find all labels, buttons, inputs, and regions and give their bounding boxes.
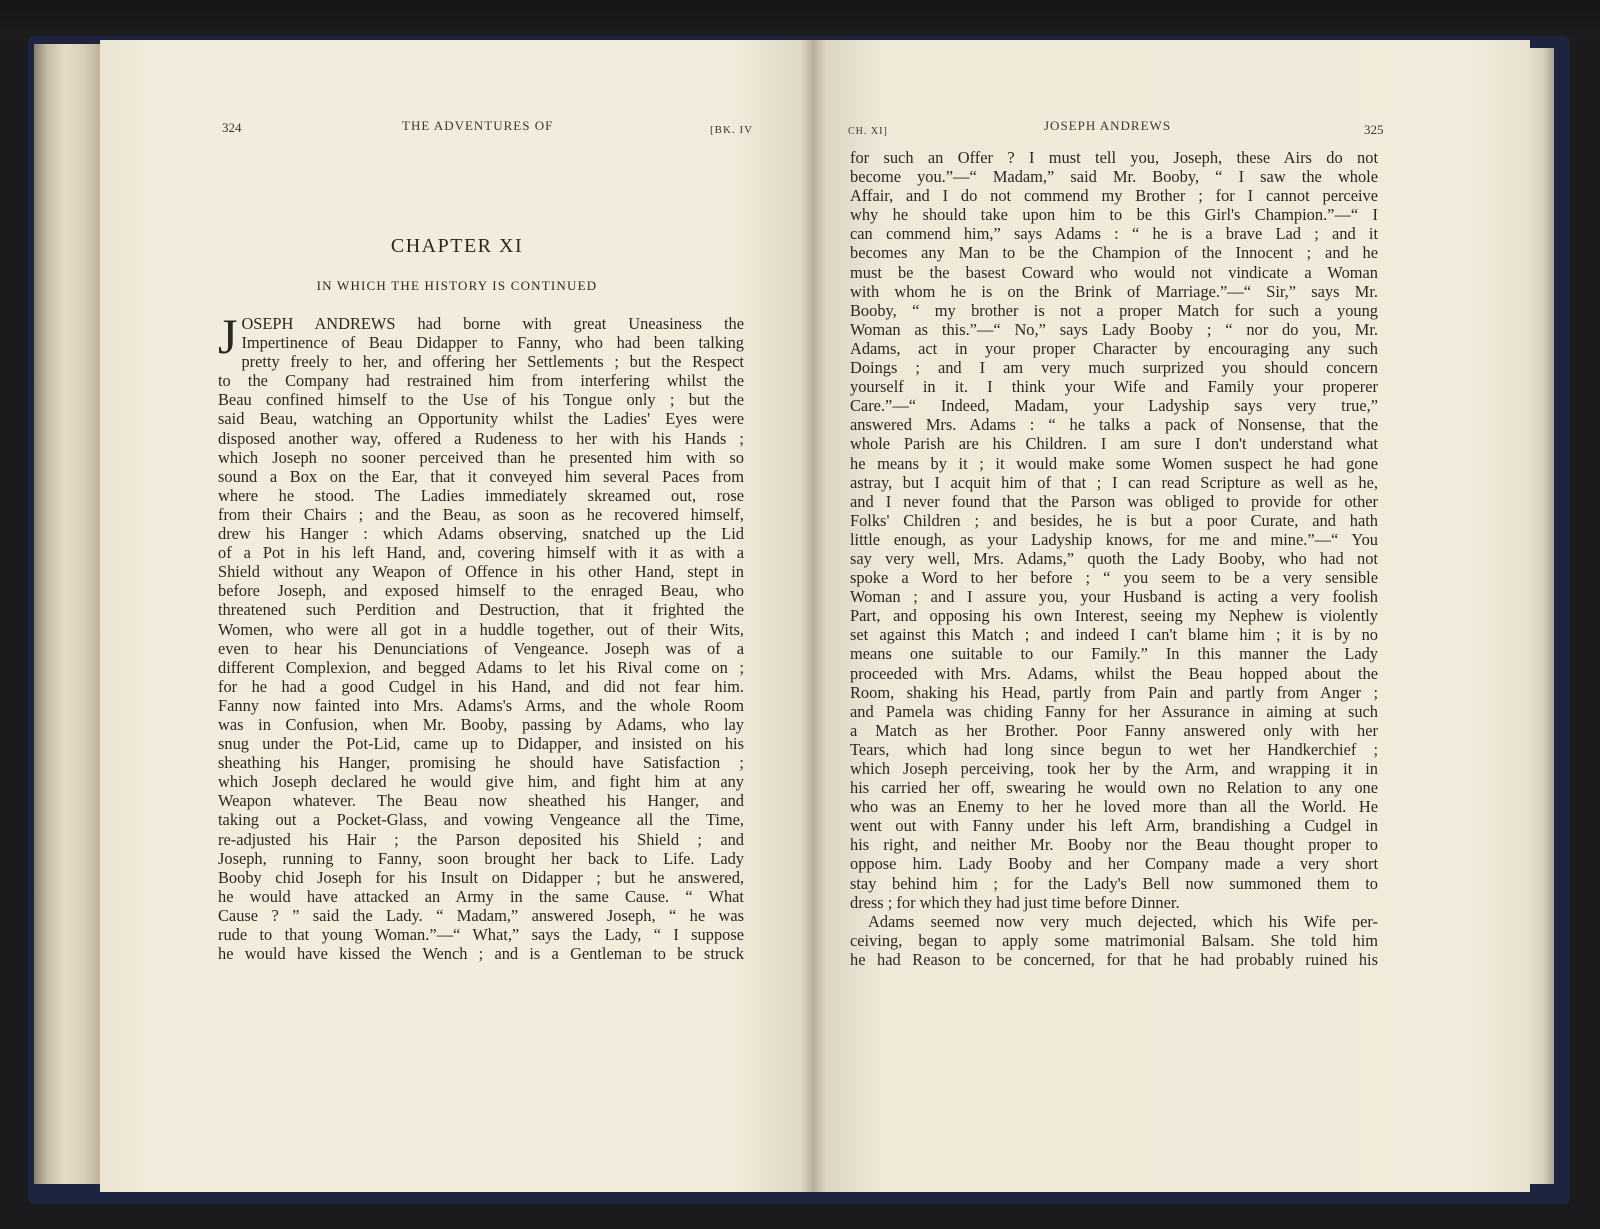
text-line: Impertinence of Beau Didapper to Fanny, who had been talking	[241, 333, 744, 353]
text-line: Adams seemed now very much dejected, which his Wife per-	[868, 911, 1378, 931]
right-page-number: 325	[1364, 122, 1384, 137]
text-line: Booby chid Joseph for his Insult on Didapper ; but he answered,	[218, 867, 744, 887]
text-line: must be the basest Coward who would not vindicate a Woman	[850, 262, 1378, 282]
text-line: say very well, Mrs. Adams,” quoth the Lady Booby, who had not	[850, 548, 1378, 568]
text-line: Women, who were all got in a huddle together, out of their Wits,	[218, 619, 744, 639]
text-line: Woman as this.”—“ No,” says Lady Booby ; “ nor do you, Mr.	[850, 319, 1378, 339]
text-line: Weapon whatever. The Beau now sheathed his Hanger, and	[218, 791, 744, 811]
text-line: OSEPH ANDREWS had borne with great Uneasiness the	[241, 314, 744, 333]
left-page	[100, 40, 814, 1192]
text-line: dress ; for which they had just time before Dinner.	[850, 892, 1180, 912]
text-line: astray, but I acquit him of that ; I can read Scripture as well as he,	[850, 472, 1378, 492]
text-line: for such an Offer ? I must tell you, Joseph, these Airs do not	[850, 148, 1378, 167]
text-line: whole Parish are his Children. I am sure I don't understand what	[850, 434, 1378, 454]
text-line: his carried her off, swearing he would own no Relation to any one	[850, 778, 1378, 798]
text-line: to the Company had restrained him from interfering whilst the	[218, 371, 744, 391]
text-line: and I never found that the Parson was obliged to provide for other	[850, 491, 1378, 511]
text-line: snug under the Pot-Lid, came up to Didapper, and insisted on his	[218, 734, 744, 754]
text-line: who was an Enemy to her he loved more than all the World. He	[850, 797, 1378, 817]
text-line: answered Mrs. Adams : “ he talks a pack of Nonsense, that the	[850, 415, 1378, 435]
text-line: Fanny now fainted into Mrs. Adams's Arms, and the whole Room	[218, 695, 744, 715]
text-line: threatened such Perdition and Destruction, that it frighted the	[218, 600, 744, 620]
text-line: even to hear his Denunciations of Vengeance. Joseph was of a	[218, 638, 744, 658]
chapter-title: CHAPTER XI	[390, 235, 524, 257]
right-page	[812, 40, 1530, 1192]
page-edges-left	[34, 44, 104, 1184]
chapter-subtitle: IN WHICH THE HISTORY IS CONTINUED	[316, 278, 598, 293]
text-line: set against this Match ; and indeed I can't blame him ; it is by no	[850, 625, 1378, 645]
text-line: from their Chairs ; and the Beau, as soon as he recovered himself,	[218, 504, 744, 524]
left-page-number: 324	[222, 120, 242, 135]
right-page-body	[850, 148, 1378, 969]
text-line: his right, and neither Mr. Booby nor the Beau thought proper to	[850, 835, 1378, 855]
left-book-marker: [BK. IV	[710, 124, 754, 136]
text-line: he would have attacked an Army in the same Cause. “ What	[218, 886, 744, 906]
text-line: oppose him. Lady Booby and her Company made a very short	[850, 854, 1378, 874]
text-line: re-adjusted his Hair ; the Parson deposited his Shield ; and	[218, 829, 744, 849]
text-line: of a Pot in his left Hand, and, covering himself with it as with a	[218, 543, 744, 563]
text-line: pretty freely to her, and offering her Settlements ; but the Respect	[241, 352, 744, 372]
text-line: and Pamela was chiding Fanny for her Assurance in aiming at such	[850, 701, 1378, 721]
text-line: Part, and opposing his own Interest, seeing my Nephew is violently	[850, 606, 1378, 626]
text-line: with whom he is on the Brink of Marriage.”—“ Sir,” says Mr.	[850, 281, 1378, 301]
text-line: Tears, which had long since begun to wet her Handkerchief ;	[850, 739, 1378, 759]
text-line: he means by it ; it would make some Women suspect he had gone	[850, 453, 1378, 473]
drop-cap: J	[218, 308, 238, 364]
text-line: was in Confusion, when Mr. Booby, passing by Adams, who lay	[218, 714, 744, 734]
text-line: drew his Hanger : which Adams observing, snatched up the Lid	[218, 524, 744, 544]
book-gutter	[800, 40, 826, 1192]
text-line: Room, shaking his Head, partly from Pain and partly from Anger ;	[850, 682, 1378, 702]
text-line: for he had a good Cudgel in his Hand, and did not fear him.	[218, 676, 744, 696]
text-line: Beau confined himself to the Use of his Tongue only ; but the	[218, 390, 744, 410]
text-line: disposed another way, offered a Rudeness to her with his Hands ;	[218, 428, 744, 448]
text-line: which Joseph perceiving, took her by the Arm, and wrapping it in	[850, 759, 1378, 778]
left-page-body	[218, 308, 744, 964]
text-line: Booby, “ my brother is not a proper Match for such a young	[850, 300, 1378, 320]
text-line: little enough, as your Ladyship knows, for me and mine.”—“ You	[850, 529, 1378, 549]
text-line: a Match as her Brother. Poor Fanny answered only with her	[850, 720, 1378, 740]
text-line: he would have kissed the Wench ; and is a Gentleman to be struck	[218, 944, 744, 964]
page-edges-right	[1528, 48, 1554, 1184]
text-line: means one suitable to our Family.” In this manner the Lady	[850, 644, 1378, 664]
text-line: Woman ; and I assure you, your Husband is acting a very foolish	[850, 587, 1378, 607]
text-line: Affair, and I do not commend my Brother ; for I cannot perceive	[850, 186, 1378, 206]
right-running-head: JOSEPH ANDREWS	[1044, 118, 1172, 133]
text-line: he had Reason to be concerned, for that he had probably ruined his	[850, 949, 1378, 969]
text-line: can commend him,” says Adams : “ he is a brave Lad ; and it	[850, 224, 1378, 244]
text-line: Doings ; and I am very much surprized you should concern	[850, 358, 1378, 378]
text-line: Folks' Children ; and besides, he is but a poor Curate, and hath	[850, 510, 1378, 530]
text-line: which Joseph no sooner perceived than he presented him with so	[218, 447, 744, 467]
text-line: Adams, act in your proper Character by encouraging any such	[850, 338, 1378, 358]
background-top	[0, 0, 1600, 40]
text-line: stay behind him ; for the Lady's Bell now summoned them to	[850, 873, 1378, 893]
text-line: said Beau, watching an Opportunity whilst the Ladies' Eyes were	[218, 409, 744, 429]
text-line: sheathing his Hanger, promising he should have Satisfaction ;	[218, 753, 744, 773]
text-line: Cause ? ” said the Lady. “ Madam,” answered Joseph, “ he was	[218, 905, 744, 925]
text-line: spoke a Word to her before ; “ you seem to be a very sensible	[850, 568, 1378, 588]
left-running-head: THE ADVENTURES OF	[402, 118, 554, 133]
text-line: rude to that young Woman.”—“ What,” says the Lady, “ I suppose	[218, 925, 744, 944]
text-line: sound a Box on the Ear, that it conveyed him several Paces from	[218, 466, 744, 486]
right-chapter-marker: CH. XI]	[848, 126, 888, 137]
text-line: yourself in it. I think your Wife and Family your properer	[850, 377, 1378, 397]
text-line: become you.”—“ Madam,” said Mr. Booby, “ I saw the whole	[850, 167, 1378, 187]
text-line: becomes any Man to be the Champion of the Innocent ; and he	[850, 243, 1378, 263]
text-line: before Joseph, and exposed himself to the enraged Beau, who	[218, 581, 744, 601]
text-line: different Complexion, and begged Adams to let his Rival come on ;	[218, 657, 744, 677]
text-line: where he stood. The Ladies immediately skreamed out, rose	[218, 485, 744, 505]
text-line: ceiving, began to apply some matrimonial Balsam. She told him	[850, 930, 1378, 950]
text-line: Shield without any Weapon of Offence in his other Hand, stept in	[218, 562, 744, 582]
text-line: which Joseph declared he would give him, and fight him at any	[218, 772, 744, 792]
text-line: why he should take upon him to be this Girl's Champion.”—“ I	[850, 205, 1378, 225]
text-line: Joseph, running to Fanny, soon brought her back to Life. Lady	[218, 848, 744, 868]
text-line: Care.”—“ Indeed, Madam, your Ladyship says very true,”	[850, 396, 1378, 416]
text-line: proceeded with Mrs. Adams, whilst the Beau hopped about the	[850, 663, 1378, 683]
text-line: went out with Fanny under his left Arm, brandishing a Cudgel in	[850, 816, 1378, 836]
text-line: taking out a Pocket-Glass, and vowing Vengeance all the Time,	[218, 810, 744, 830]
